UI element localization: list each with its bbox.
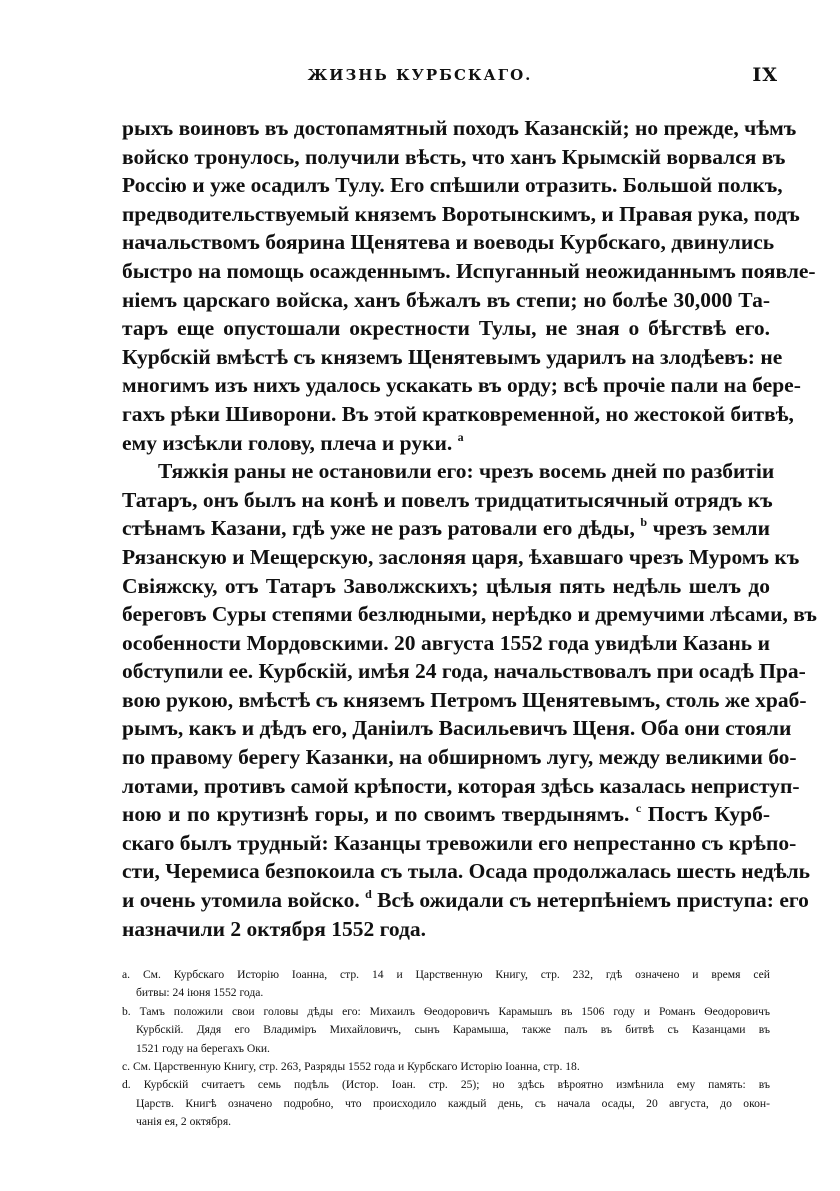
text-line: рыхъ воиновъ въ достопамятный походъ Казанскій; но прежде, чѣмъ [122,116,797,140]
text-line-tail: Всѣ ожидали съ нетерпѣніемъ приступа: его [377,888,809,913]
text-line: лотами, противъ самой крѣпости, которая здѣсь казалась неприступ- [122,773,800,798]
text-line: таръ еще опустошали окрестности Тулы, не зная о бѣгствѣ его. [122,316,770,341]
footnote-a-cont: битвы: 24 іюня 1552 года. [136,986,264,1000]
text-line: гахъ рѣки Шиворони. Въ этой кратковременной, но жестокой битвѣ, [122,401,794,426]
text-line-content: и очень утомила войско. [122,888,360,913]
text-line-content: стѣнамъ Казани, гдѣ уже не разъ ратовали его дѣды, [122,516,635,541]
text-line [122,886,809,915]
footnote-b-cont: Курбскій. Дядя его Владиміръ Михайловичъ, сынъ Карамыша, также палъ въ битвѣ съ Казанцами въ [136,1023,770,1037]
text-line: многимъ изъ нихъ удалось ускакать въ орду; всѣ прочіе пали на бере- [122,373,801,398]
text-line: ніемъ царскаго войска, ханъ бѣжалъ въ степи; но болѣе 30,000 Та- [122,287,770,312]
text-line: Татаръ, онъ былъ на конѣ и повелъ тридцатитысячный отрядъ къ [122,487,773,512]
text-line: Россію и уже осадилъ Тулу. Его спѣшили отразить. Большой полкъ, [122,173,783,198]
footnote-b: b. Тамъ положили свои головы дѣды его: Михаилъ Ѳеодоровичъ Карамышъ въ 1506 году и Романъ Ѳеодоровичъ [122,1004,770,1018]
text-line: вою рукою, вмѣстѣ съ княземъ Петромъ Щенятевымъ, столь же храб- [122,687,807,712]
text-line: по правому берегу Казанки, на обширномъ лугу, между великими бо- [122,745,797,770]
footnote-b-cont: 1521 году на берегахъ Оки. [136,1041,270,1055]
text-line: рымъ, какъ и дѣдъ его, Даніилъ Васильевичъ Щеня. Оба они стояли [122,716,792,741]
text-line: сти, Черемиса безпокоила съ тыла. Осада продолжалась шесть недѣль [122,859,811,884]
footnote-mark-b[interactable]: b [640,515,648,530]
main-text [122,114,817,943]
footnote-mark-c[interactable]: c [635,801,642,816]
text-line: назначили 2 октября 1552 года. [122,916,427,941]
text-line: Курбскій вмѣстѣ съ княземъ Щенятевымъ ударилъ на злодѣевъ: не [122,344,783,369]
text-line: войско тронулось, получили вѣсть, что ханъ Крымскій ворвался въ [122,144,786,169]
footnote-mark-a[interactable]: a [457,429,464,444]
text-line [122,429,770,458]
page-number: IX [752,64,778,86]
footnote-d-cont: Царств. Книгѣ означено подробно, что происходило каждый день, съ начала осады, 20 августа, до окон- [136,1096,770,1110]
footnote-a: a. См. Курбскаго Исторію Іоанна, стр. 14 и Царственную Книгу, стр. 232, гдѣ означено и время сей [122,968,770,981]
running-header-title: ЖИЗНЬ КУРБСКАГО. [307,66,533,84]
text-line-content: ему изсѣкли голову, плеча и руки. [122,430,453,455]
footnote-c: c. См. Царственную Книгу, стр. 263, Разряды 1552 года и Курбскаго Исторію Іоанна, стр. 18. [122,1060,580,1074]
text-line: особенности Мордовскими. 20 августа 1552 года увидѣли Казань и [122,630,770,655]
footnote-mark-d[interactable]: d [365,887,372,902]
text-line: предводительствуемый княземъ Воротынскимъ, и Правая рука, подъ [122,201,800,226]
text-line: Рязанскую и Мещерскую, заслоняя царя, ѣхавшаго чрезъ Муромъ къ [122,544,800,569]
text-line: быстро на помощь осажденнымъ. Испуганный неожиданнымъ появле- [122,258,816,283]
text-line: скаго былъ трудный: Казанцы тревожили его непрестанно съ крѣпо- [122,830,797,855]
text-line: Тяжкія раны не остановили его: чрезъ восемь дней по разбитіи [158,459,775,484]
footnote-d: d. Курбскій считаетъ семь подѣль (Истор. Іоан. стр. 25); но здѣсь вѣроятно измѣнила ему память: въ [122,1078,770,1092]
text-line [122,800,770,829]
text-line: обступили ее. Курбскій, имѣя 24 года, начальствовалъ при осадѣ Пра- [122,659,806,684]
text-line-tail: Постъ Курб- [647,802,771,827]
footnote-d-cont: чанія ея, 2 октября. [136,1115,232,1129]
text-line-content: ною и по крутизнѣ горы, и по своимъ твердынямъ. [122,802,630,827]
text-line: Свіяжску, отъ Татаръ Заволжскихъ; цѣлыя пять недѣль шелъ до [122,573,770,598]
text-line: начальствомъ боярина Щенятева и воеводы Курбскаго, двинулись [122,230,775,255]
text-line [122,514,770,543]
text-line-tail: чрезъ земли [652,516,770,541]
footnotes [122,966,770,1132]
text-line: береговъ Суры степями безлюдными, нерѣдко и дремучими лѣсами, въ [122,602,817,627]
